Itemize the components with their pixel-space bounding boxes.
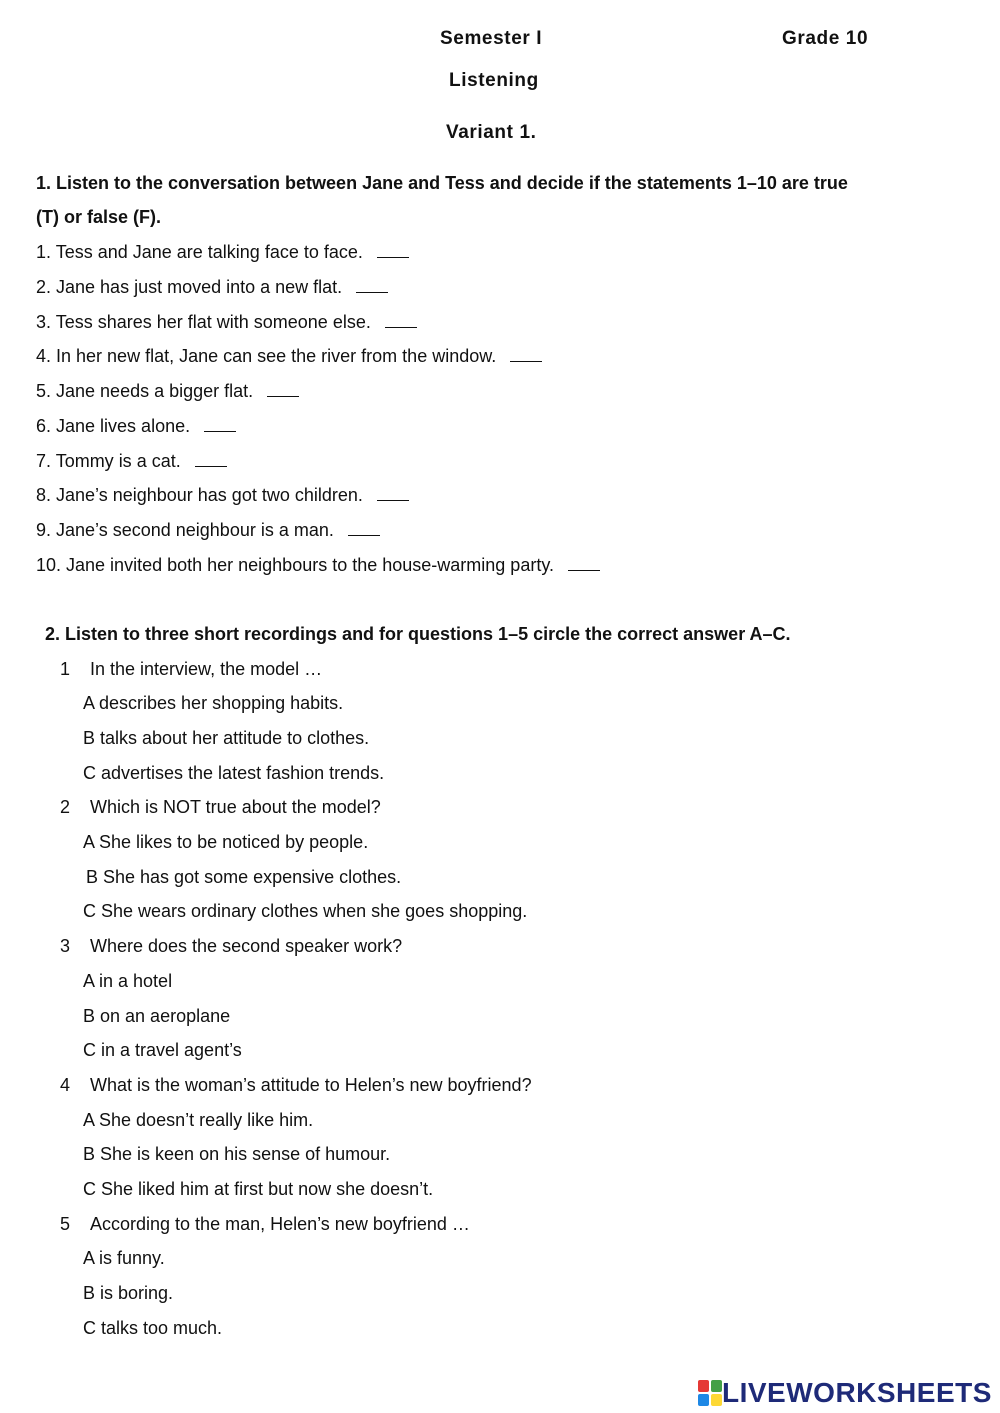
option-4b[interactable]: B She is keen on his sense of humour.	[83, 1144, 391, 1164]
question-number: 4	[60, 1075, 71, 1095]
answer-blank[interactable]	[356, 291, 388, 293]
statement-8	[36, 485, 409, 506]
option-1c[interactable]: C advertises the latest fashion trends.	[83, 763, 385, 783]
statement-text: 8. Jane’s neighbour has got two children.	[36, 485, 363, 505]
question-text: Where does the second speaker work?	[90, 936, 403, 956]
statement-1	[36, 242, 409, 263]
option-2a[interactable]: A She likes to be noticed by people.	[83, 832, 369, 852]
variant-title: Variant 1.	[446, 122, 537, 143]
option-5a[interactable]: A is funny.	[83, 1248, 165, 1268]
option-2c[interactable]: C She wears ordinary clothes when she goes shopping.	[83, 901, 528, 921]
statement-text: 1. Tess and Jane are talking face to face.	[36, 242, 363, 262]
option-5b[interactable]: B is boring.	[83, 1283, 174, 1303]
option-1b[interactable]: B talks about her attitude to clothes.	[83, 728, 370, 748]
answer-blank[interactable]	[377, 499, 409, 501]
answer-blank[interactable]	[385, 326, 417, 328]
statement-text: 5. Jane needs a bigger flat.	[36, 381, 254, 401]
question-number: 3	[60, 936, 71, 956]
question-number: 5	[60, 1214, 71, 1234]
question-number: 2	[60, 797, 71, 817]
answer-blank[interactable]	[568, 569, 600, 571]
statement-2	[36, 277, 388, 298]
question-number: 1	[60, 659, 71, 679]
logo-text: LIVEWORKSHEETS	[722, 1377, 992, 1408]
subject-title: Listening	[449, 70, 539, 91]
task1-instruction-line2: (T) or false (F).	[36, 207, 161, 227]
option-4a[interactable]: A She doesn’t really like him.	[83, 1110, 314, 1130]
statement-text: 9. Jane’s second neighbour is a man.	[36, 520, 334, 540]
liveworksheets-logo[interactable]	[698, 1376, 992, 1410]
question-4	[60, 1075, 532, 1096]
question-2	[60, 797, 381, 818]
option-1a[interactable]: A describes her shopping habits.	[83, 693, 344, 713]
option-2b[interactable]: B She has got some expensive clothes.	[86, 867, 402, 887]
statement-text: 2. Jane has just moved into a new flat.	[36, 277, 343, 297]
statement-10	[36, 555, 600, 576]
grade-label: Grade 10	[782, 28, 869, 49]
answer-blank[interactable]	[348, 534, 380, 536]
answer-blank[interactable]	[195, 465, 227, 467]
question-1	[60, 659, 322, 680]
answer-blank[interactable]	[267, 395, 299, 397]
option-3a[interactable]: A in a hotel	[83, 971, 173, 991]
statement-6	[36, 416, 236, 437]
statement-4	[36, 346, 542, 367]
question-5	[60, 1214, 470, 1235]
task2-instruction: 2. Listen to three short recordings and for questions 1–5 circle the correct answer A–C.	[45, 624, 791, 644]
answer-blank[interactable]	[377, 256, 409, 258]
liveworksheets-logo-icon	[698, 1380, 722, 1406]
option-3c[interactable]: C in a travel agent’s	[83, 1040, 242, 1060]
statement-text: 3. Tess shares her flat with someone else.	[36, 312, 371, 332]
statement-text: 6. Jane lives alone.	[36, 416, 191, 436]
statement-text: 7. Tommy is a cat.	[36, 451, 181, 471]
statement-9	[36, 520, 380, 541]
question-text: In the interview, the model …	[90, 659, 323, 679]
question-text: What is the woman’s attitude to Helen’s new boyfriend?	[90, 1075, 532, 1095]
question-text: According to the man, Helen’s new boyfriend …	[90, 1214, 470, 1234]
question-3	[60, 936, 402, 957]
statement-text: 10. Jane invited both her neighbours to the house-warming party.	[36, 555, 554, 575]
question-text: Which is NOT true about the model?	[90, 797, 381, 817]
statement-text: 4. In her new flat, Jane can see the river from the window.	[36, 346, 497, 366]
statement-3	[36, 312, 417, 333]
answer-blank[interactable]	[510, 360, 542, 362]
option-5c[interactable]: C talks too much.	[83, 1318, 223, 1338]
task1-instruction-line1: 1. Listen to the conversation between Jane and Tess and decide if the statements 1–10 are true	[36, 173, 848, 193]
semester-label: Semester I	[440, 28, 543, 49]
option-4c[interactable]: C She liked him at first but now she doesn’t.	[83, 1179, 434, 1199]
option-3b[interactable]: B on an aeroplane	[83, 1006, 231, 1026]
statement-7	[36, 451, 227, 472]
statement-5	[36, 381, 299, 402]
answer-blank[interactable]	[204, 430, 236, 432]
